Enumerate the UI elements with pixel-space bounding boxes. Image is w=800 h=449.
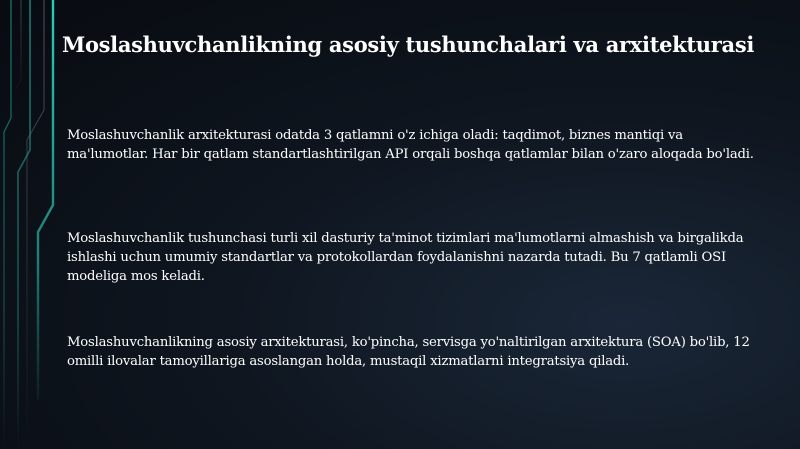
paragraph-interoperability-concept: Moslashuvchanlik tushunchasi turli xil dasturiy ta'minot tizimlari ma'lumotlarni almashish va birgalikda ishlashi uchun umumiy standartlar va protokollardan foydalanishni nazarda tutadi. Bu 7 qatlamli OSI modeliga mos keladi. xyxy=(67,231,744,284)
slide-title: Moslashuvchanlikning asosiy tushunchalari va arxitekturasi xyxy=(62,32,755,57)
paragraph-architecture-layers: Moslashuvchanlik arxitekturasi odatda 3 qatlamni o'z ichiga oladi: taqdimot, biznes mantiqi va ma'lumotlar. Har bir qatlam standartlashtirilgan API orqali boshqa qatlamlar bilan o'zaro aloqada bo'ladi. xyxy=(67,128,754,162)
paragraph-soa-architecture: Moslashuvchanlikning asosiy arxitekturasi, ko'pincha, servisga yo'naltirilgan arxitektura (SOA) bo'lib, 12 omilli ilovalar tamoyillariga asoslangan holda, mustaqil xizmatlarni integratsiya qiladi. xyxy=(67,335,750,369)
